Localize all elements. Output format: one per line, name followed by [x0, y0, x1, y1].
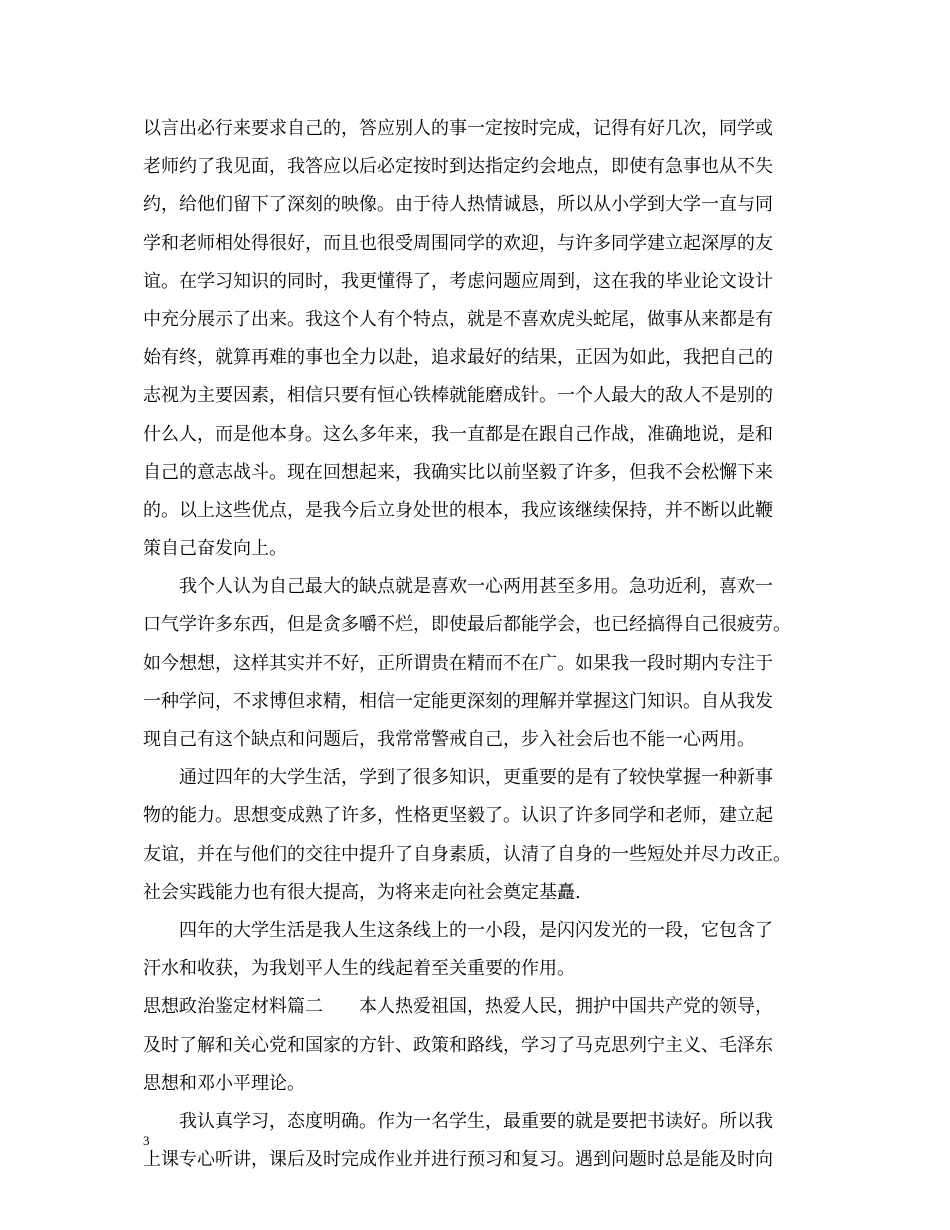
page-number: 3 [143, 1133, 150, 1148]
text-line: 及时了解和关心党和国家的方针、政策和路线，学习了马克思列宁主义、毛泽东 [143, 1034, 773, 1056]
text-line: 四年的大学生活是我人生这条线上的一小段，是闪闪发光的一段，它包含了 [143, 919, 773, 941]
text-line: 什么人，而是他本身。这么多年来，我一直都是在跟自己作战，准确地说，是和 [143, 423, 773, 445]
text-line: 思想和邓小平理论。 [143, 1072, 305, 1094]
text-line: 的。以上这些优点，是我今后立身处世的根本，我应该继续保持，并不断以此鞭 [143, 499, 773, 521]
text-line: 现自己有这个缺点和问题后，我常常警戒自己，步入社会后也不能一心两用。 [143, 729, 755, 750]
text-line: 中充分展示了出来。我这个人有个特点，就是不喜欢虎头蛇尾，做事从来都是有 [143, 308, 773, 330]
text-line: 通过四年的大学生活，学到了很多知识，更重要的是有了较快掌握一种新事 [143, 767, 773, 789]
text-line: 一种学问，不求博但求精，相信一定能更深刻的理解并掌握这门知识。自从我发 [143, 690, 773, 712]
text-line: 口气学许多东西，但是贪多嚼不烂，即使最后都能学会，也已经搞得自己很疲劳。 [143, 614, 791, 636]
text-line: 谊。在学习知识的同时，我更懂得了，考虑问题应周到，这在我的毕业论文设计 [143, 270, 773, 292]
text-line: 学和老师相处得很好，而且也很受周围同学的欢迎，与许多同学建立起深厚的友 [143, 232, 773, 254]
text-line: 以言出必行来要求自己的，答应别人的事一定按时完成，记得有好几次，同学或 [143, 118, 773, 139]
text-line: 如今想想，这样其实并不好，正所谓贵在精而不在广。如果我一段时期内专注于 [143, 652, 773, 674]
text-line: 始有终，就算再难的事也全力以赴，追求最好的结果，正因为如此，我把自己的 [143, 347, 773, 369]
text-line: 自己的意志战斗。现在回想起来，我确实比以前坚毅了许多，但我不会松懈下来 [143, 461, 773, 483]
text-line: 老师约了我见面，我答应以后必定按时到达指定约会地点，即使有急事也从不失 [143, 156, 773, 178]
text-line: 我认真学习，态度明确。作为一名学生，最重要的就是要把书读好。所以我 [143, 1110, 773, 1132]
text-line: 物的能力。思想变成熟了许多，性格更坚毅了。认识了许多同学和老师，建立起 [143, 805, 773, 827]
text-line: 志视为主要因素，相信只要有恒心铁棒就能磨成针。一个人最大的敌人不是别的 [143, 385, 773, 407]
text-line: 友谊，并在与他们的交往中提升了自身素质，认清了自身的一些短处并尽力改正。 [143, 843, 791, 865]
text-line: 思想政治鉴定材料篇二 本人热爱祖国，热爱人民，拥护中国共产党的领导， [143, 996, 773, 1018]
text-line: 策自己奋发向上。 [143, 538, 287, 560]
text-line: 社会实践能力也有很大提高，为将来走向社会奠定基矗. [143, 881, 581, 903]
body-text [143, 110, 823, 1179]
text-line: 我个人认为自己最大的缺点就是喜欢一心两用甚至多用。急功近利，喜欢一 [143, 576, 773, 598]
text-line: 上课专心听讲，课后及时完成作业并进行预习和复习。遇到问题时总是能及时向 [143, 1149, 773, 1171]
text-line: 约，给他们留下了深刻的映像。由于待人热情诚恳，所以从小学到大学一直与同 [143, 194, 773, 216]
text-line: 汗水和收获，为我划平人生的线起着至关重要的作用。 [143, 958, 575, 980]
